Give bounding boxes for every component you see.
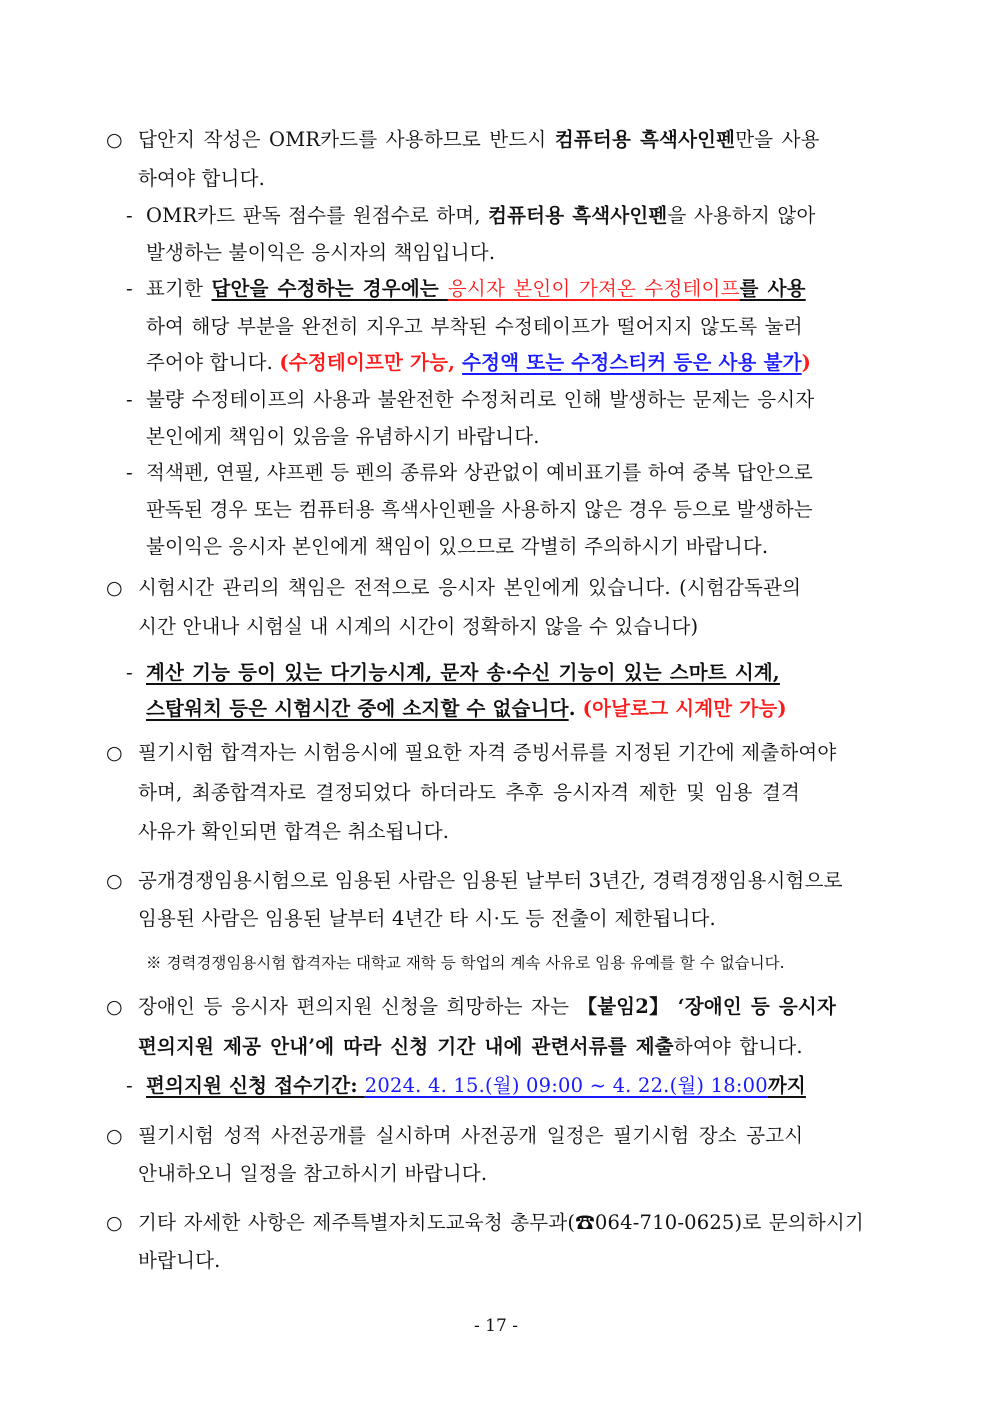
page-number: - 17 - [474, 1316, 518, 1336]
p2-line2: 시간 안내나 시험실 내 시계의 시간이 정확하지 않을 수 있습니다) [138, 615, 699, 638]
p2-s1-line1: 계산 기능 등이 있는 다기능시계, 문자 송·수신 기능이 있는 스마트 시계, [146, 661, 780, 684]
bullet-marker: ○ [106, 1125, 123, 1147]
p4-note: ※ 경력경쟁임용시험 합격자는 대학교 재학 등 학업의 계속 사유로 임용 유예를 할 수 없습니다. [146, 954, 785, 972]
p1-s4-line3: 불이익은 응시자 본인에게 책임이 있으므로 각별히 주의하시기 바랍니다. [146, 535, 769, 558]
phone-icon: ☎ [575, 1211, 595, 1234]
p1-s2-line3: 주어야 합니다. (수정테이프만 가능, 수정액 또는 수정스티커 등은 사용 불가) [146, 351, 812, 374]
bullet-marker: ○ [106, 577, 123, 599]
p3-line1: 필기시험 합격자는 시험응시에 필요한 자격 증빙서류를 지정된 기간에 제출하여야 [138, 741, 837, 764]
p1-s2-line1: 표기한 답안을 수정하는 경우에는 응시자 본인이 가져온 수정테이프를 사용 [146, 277, 806, 300]
p2-s1-line2: 스탑워치 등은 시험시간 중에 소지할 수 없습니다. (아날로그 시계만 가능) [146, 697, 787, 720]
p4-line2: 임용된 사람은 임용된 날부터 4년간 타 시·도 등 전출이 제한됩니다. [138, 907, 716, 930]
p2-line1: 시험시간 관리의 책임은 전적으로 응시자 본인에게 있습니다. (시험감독관의 [138, 576, 802, 599]
p1-s4-line1: 적색펜, 연필, 샤프펜 등 펜의 종류와 상관없이 예비표기를 하여 중복 답안으로 [146, 461, 813, 484]
p4-line1: 공개경쟁임용시험으로 임용된 사람은 임용된 날부터 3년간, 경력경쟁임용시험으로 [138, 869, 843, 892]
p1-s4-line2: 판독된 경우 또는 컴퓨터용 흑색사인펜을 사용하지 않은 경우 등으로 발생하는 [146, 498, 813, 521]
p5-line2: 편의지원 제공 안내’에 따라 신청 기간 내에 관련서류를 제출하여야 합니다. [138, 1035, 803, 1058]
p7-line2: 바랍니다. [138, 1249, 221, 1272]
p1-s1-line2: 발생하는 불이익은 응시자의 책임입니다. [146, 241, 496, 264]
dash-marker: - [126, 204, 133, 227]
bullet-marker: ○ [106, 742, 123, 764]
p1-s3-line2: 본인에게 책임이 있음을 유념하시기 바랍니다. [146, 425, 540, 448]
dash-marker: - [126, 388, 133, 411]
p7-line1: 기타 자세한 사항은 제주특별자치도교육청 총무과(☎064-710-0625)로 문의하시기 [138, 1211, 864, 1234]
p5-s1-line1: 편의지원 신청 접수기간: 2024. 4. 15.(월) 09:00 ~ 4. 22.(월) 18:00까지 [146, 1074, 806, 1097]
p3-line3: 사유가 확인되면 합격은 취소됩니다. [138, 820, 450, 843]
p1-s2-line2: 하여 해당 부분을 완전히 지우고 부착된 수정테이프가 떨어지지 않도록 눌러 [146, 315, 803, 338]
p1-line1: 답안지 작성은 OMR카드를 사용하므로 반드시 컴퓨터용 흑색사인펜만을 사용 [138, 128, 820, 151]
p6-line1: 필기시험 성적 사전공개를 실시하며 사전공개 일정은 필기시험 장소 공고시 [138, 1124, 804, 1147]
dash-marker: - [126, 661, 133, 684]
dash-marker: - [126, 277, 133, 300]
p5-line1: 장애인 등 응시자 편의지원 신청을 희망하는 자는 【붙임2】 ‘장애인 등 응시자 [138, 995, 836, 1018]
bullet-marker: ○ [106, 996, 123, 1018]
p1-s3-line1: 불량 수정테이프의 사용과 불완전한 수정처리로 인해 발생하는 문제는 응시자 [146, 388, 815, 411]
dash-marker: - [126, 1074, 133, 1097]
p1-line2: 하여야 합니다. [138, 167, 266, 190]
bullet-marker: ○ [106, 1212, 123, 1234]
bullet-marker: ○ [106, 870, 123, 892]
p3-line2: 하며, 최종합격자로 결정되었다 하더라도 추후 응시자격 제한 및 임용 결격 [138, 781, 801, 804]
dash-marker: - [126, 461, 133, 484]
bullet-marker: ○ [106, 129, 123, 151]
p6-line2: 안내하오니 일정을 참고하시기 바랍니다. [138, 1162, 488, 1185]
p1-s1-line1: OMR카드 판독 점수를 원점수로 하며, 컴퓨터용 흑색사인펜을 사용하지 않아 [146, 204, 816, 227]
